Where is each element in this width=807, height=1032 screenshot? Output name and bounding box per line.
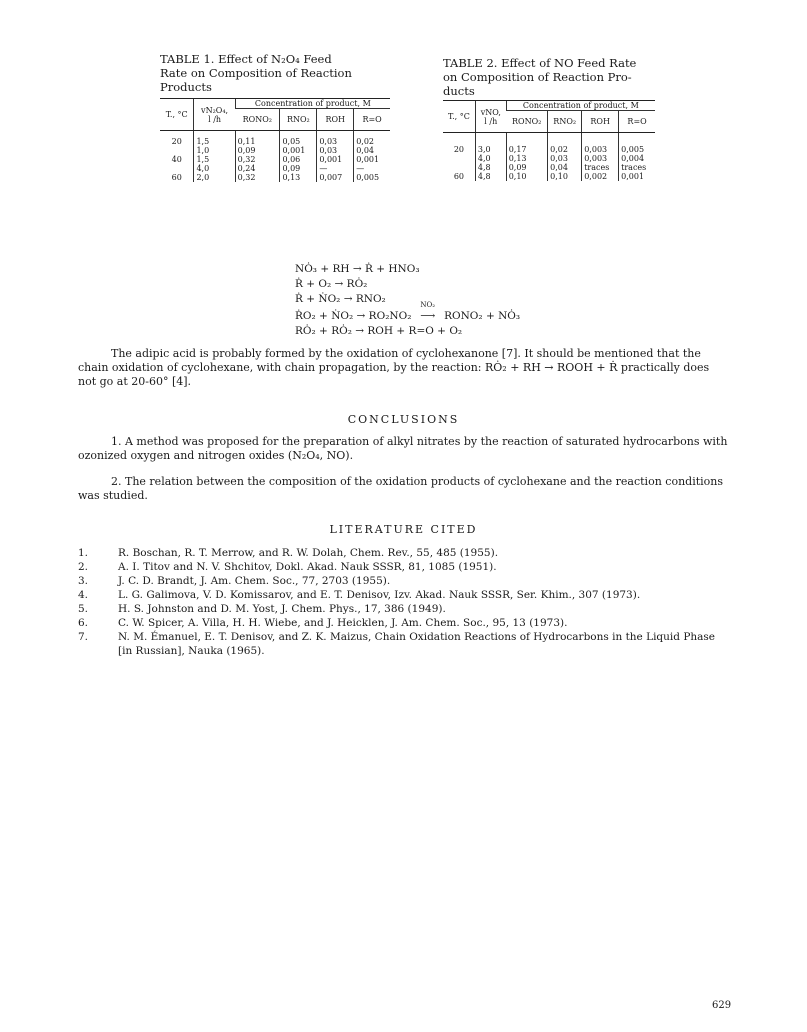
body-paragraph: The adipic acid is probably formed by the oxidation of cyclohexanone [7]. It should be mentioned that the chain oxidation of cyclohexane, with chain propagation, by the reaction: RȮ₂ + RH → ROOH + Ṙ practically does not go at 20-60° [4]. bbox=[78, 347, 710, 388]
table2 bbox=[443, 100, 655, 181]
table1-caption: TABLE 1. Effect of N₂O₄ Feed Rate on Composition of Reaction Products bbox=[160, 52, 352, 94]
literature-heading: LITERATURE CITED bbox=[329, 523, 478, 536]
list-item: 5. H. S. Johnston and D. M. Yost, J. Chem. Phys., 17, 386 (1949). bbox=[78, 603, 446, 615]
reaction-3: Ṙ + ṄO₂ → RNO₂ bbox=[295, 293, 386, 305]
reaction-2: Ṙ + O₂ → RȮ₂ bbox=[295, 278, 368, 290]
list-item: 1. R. Boschan, R. T. Merrow, and R. W. Dolah, Chem. Rev., 55, 485 (1955). bbox=[78, 547, 499, 559]
table2-col-roh: ROH bbox=[582, 111, 619, 133]
table2-caption: TABLE 2. Effect of NO Feed Rate on Composition of Reaction Pro- ducts bbox=[443, 56, 637, 98]
list-item: 3. J. C. D. Brandt, J. Am. Chem. Soc., 77, 2703 (1955). bbox=[78, 575, 391, 587]
reaction-1: NȮ₃ + RH → Ṙ + HNO₃ bbox=[295, 263, 420, 275]
reaction-4-catalyst: NO₂ bbox=[420, 301, 436, 309]
arrow-right-icon: ⟶ bbox=[420, 310, 436, 322]
conclusions-heading: CONCLUSIONS bbox=[347, 413, 460, 426]
table2-col-ro: R=O bbox=[619, 111, 655, 133]
table1-col-rono2: RONO₂ bbox=[235, 109, 280, 131]
list-item: 6. C. W. Spicer, A. Villa, H. H. Wiebe, and J. Heicklen, J. Am. Chem. Soc., 95, 13 (1973). bbox=[78, 617, 568, 629]
table1-col-roh: ROH bbox=[317, 109, 354, 131]
table1 bbox=[160, 98, 390, 182]
reaction-scheme bbox=[295, 262, 520, 339]
table2-col-rno2: RNO₂ bbox=[548, 111, 582, 133]
table2-col-rate: vNO, l /h bbox=[475, 101, 506, 133]
table-row: 20 1,5 1,0 0,11 0,09 0,05 0,001 0,03 0,03 0,02 0,04 bbox=[160, 131, 390, 156]
reaction-4: ṘO₂ + ṄO₂ → RO₂NO₂ NO₂ ⟶ RONO₂ + NȮ₃ bbox=[295, 301, 521, 322]
table1-col-temp: T., °C bbox=[160, 99, 194, 131]
table1-col-ro: R=O bbox=[354, 109, 390, 131]
table1-group-header: Concentration of product, M bbox=[235, 99, 390, 109]
table2-col-temp: T., °C bbox=[443, 101, 475, 133]
table1-col-rate: vN₂O₄, l /h bbox=[194, 99, 235, 131]
list-item: 2. A. I. Titov and N. V. Shchitov, Dokl. Akad. Nauk SSSR, 81, 1085 (1951). bbox=[78, 561, 497, 573]
page-number: 629 bbox=[712, 1000, 732, 1011]
list-item: 4. L. G. Galimova, V. D. Komissarov, and E. T. Denisov, Izv. Akad. Nauk SSSR, Ser. Khim., 307 (1973). bbox=[78, 589, 641, 601]
table-row: 20 3,0 4,0 4,8 0,17 0,13 0,09 0,02 0,03 0,04 0,003 0,003 traces 0,005 0,004 traces bbox=[443, 133, 655, 173]
table-row: 60 4,8 0,10 0,10 0,002 0,001 bbox=[443, 172, 655, 181]
table2-group-header: Concentration of product, M bbox=[506, 101, 655, 111]
reference-list bbox=[78, 546, 730, 658]
table2-col-rono2: RONO₂ bbox=[506, 111, 547, 133]
table-row: 40 1,5 4,0 0,32 0,24 0,06 0,09 0,001 — 0,001 — bbox=[160, 155, 390, 173]
reaction-5: RȮ₂ + RȮ₂ → ROH + R=O + O₂ bbox=[295, 325, 463, 337]
table-row: 60 2,0 0,32 0,13 0,007 0,005 bbox=[160, 173, 390, 182]
conclusion-1: 1. A method was proposed for the preparation of alkyl nitrates by the reaction of saturated hydrocarbons with ozonized oxygen and nitrogen oxides (N₂O₄, NO). bbox=[78, 435, 728, 462]
list-item: 7. N. M. Émanuel, E. T. Denisov, and Z. K. Maizus, Chain Oxidation Reactions of Hydrocarbons in the Liquid Phase [in Russian], Nauka (1965). bbox=[78, 631, 716, 657]
table1-col-rno2: RNO₂ bbox=[280, 109, 317, 131]
conclusion-2: 2. The relation between the composition of the oxidation products of cyclohexane and the reaction conditions was studied. bbox=[78, 475, 723, 502]
